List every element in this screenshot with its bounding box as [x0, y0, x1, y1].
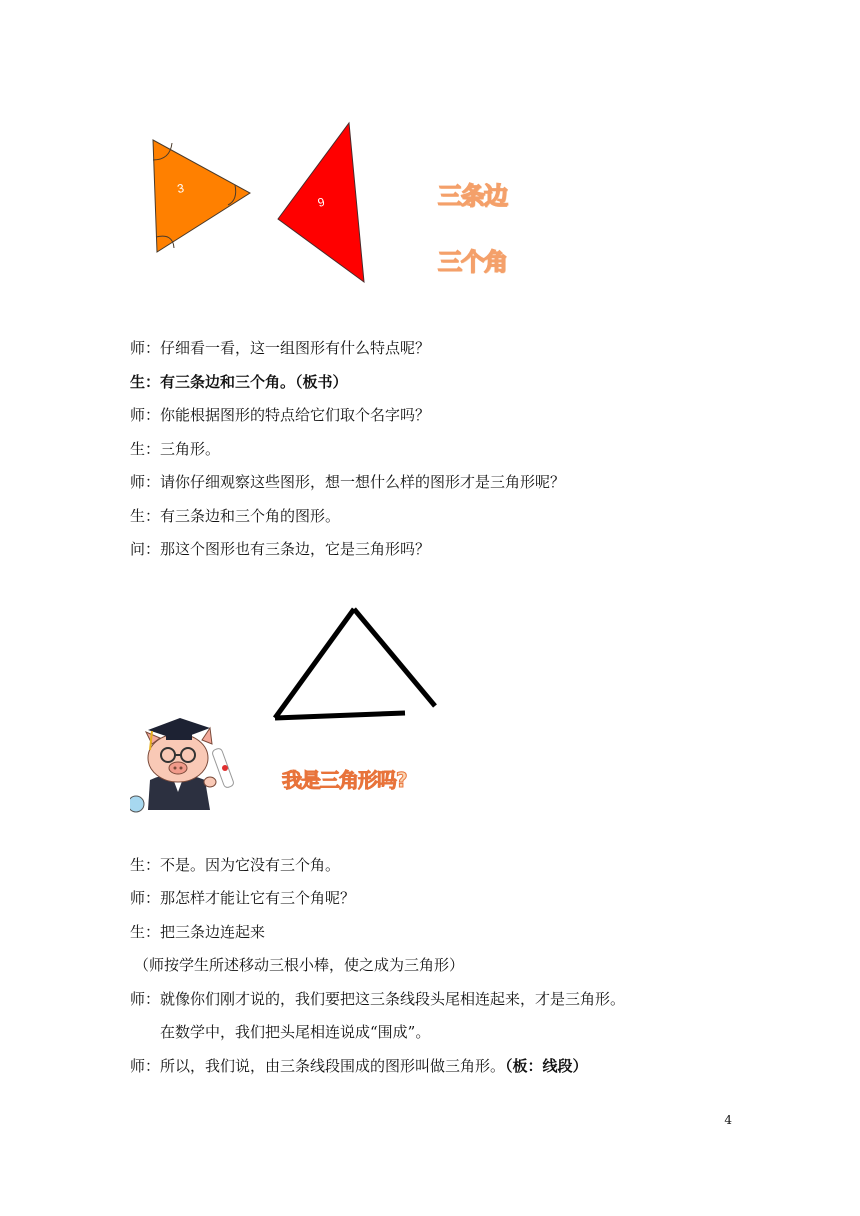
dialogue-line: 生：把三条边连起来: [130, 923, 266, 941]
dialogue-line: 生：不是。因为它没有三个角。: [130, 856, 341, 874]
dialogue-line: 生：有三条边和三个角的图形。: [130, 507, 341, 525]
triangles-figure: [140, 115, 380, 290]
board-note: （板：线段）: [505, 1057, 588, 1075]
page-number: 4: [724, 1113, 732, 1127]
dialogue-line: 师：请你仔细观察这些图形，想一想什么样的图形才是三角形呢？: [130, 473, 566, 491]
dialogue-line: 在数学中，我们把头尾相连说成“围成”。: [130, 1023, 431, 1041]
pig-question-text: 我是三角形吗?: [282, 768, 407, 792]
dialogue-line: 师：你能根据图形的特点给它们取个名字吗？: [130, 406, 431, 424]
stick-left: [275, 609, 354, 718]
dialogue-line: 生：三角形。: [130, 440, 221, 458]
dialogue-line: 师：就像你们刚才说的，我们要把这三条线段头尾相连起来，才是三角形。: [130, 990, 626, 1008]
caption-three-angles: 三个角: [438, 248, 507, 276]
dialogue-line: 师：那怎样才能让它有三个角呢？: [130, 889, 356, 907]
dialogue-line: 生：有三条边和三个角。（板书）: [130, 373, 348, 391]
red-triangle-label: 9: [316, 194, 327, 210]
caption-three-sides: 三条边: [438, 182, 507, 210]
stick-bottom: [275, 713, 405, 718]
dialogue-line: 师：仔细看一看，这一组图形有什么特点呢？: [130, 339, 431, 357]
dialogue-line: [130, 1056, 588, 1076]
stick-right: [354, 609, 435, 706]
orange-triangle-label: 3: [176, 181, 186, 196]
open-triangle-figure: [265, 600, 450, 725]
pig-graduate-illustration: [130, 710, 245, 815]
dialogue-text: 师：所以，我们说，由三条线段围成的图形叫做三角形。: [130, 1057, 506, 1075]
dialogue-line: 问：那这个图形也有三条边，它是三角形吗？: [130, 540, 431, 558]
dialogue-line: （师按学生所述移动三根小棒，使之成为三角形）: [134, 956, 465, 974]
